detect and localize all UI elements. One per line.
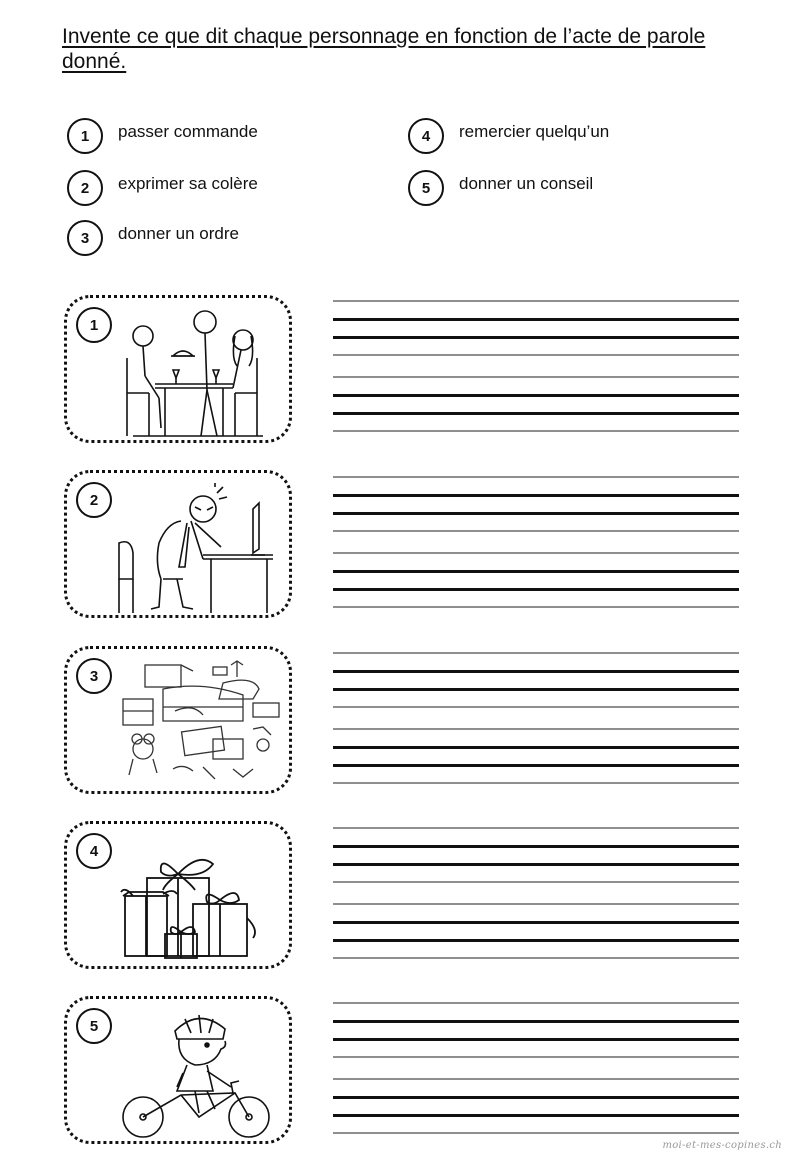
page-title: Invente ce que dit chaque personnage en fonction de l’acte de parole donné.	[62, 25, 706, 73]
site-credit: moi-et-mes-copines.ch	[662, 1140, 782, 1151]
act-label: donner un conseil	[459, 174, 594, 193]
act-item-4	[408, 116, 609, 156]
picture-panel-3	[64, 646, 292, 794]
panel-number-badge: 2	[76, 482, 112, 518]
act-number-badge: 4	[408, 118, 444, 154]
writing-lines-4	[333, 827, 739, 967]
picture-panel-1	[64, 295, 292, 443]
act-label: donner un ordre	[118, 224, 239, 243]
act-number-badge: 2	[67, 170, 103, 206]
panel-number-badge: 3	[76, 658, 112, 694]
panel-number-badge: 4	[76, 833, 112, 869]
picture-panel-4	[64, 821, 292, 969]
restaurant-scene-illustration	[103, 308, 293, 438]
gift-boxes-illustration	[103, 834, 293, 964]
act-item-5	[408, 168, 593, 208]
act-item-3	[67, 218, 239, 258]
act-item-2	[67, 168, 258, 208]
writing-lines-3	[333, 652, 739, 792]
picture-panel-2	[64, 470, 292, 618]
act-number-badge: 3	[67, 220, 103, 256]
act-label: passer commande	[118, 122, 258, 141]
child-on-bike-illustration	[103, 1009, 293, 1139]
writing-lines-2	[333, 476, 739, 616]
writing-lines-1	[333, 300, 739, 440]
act-number-badge: 1	[67, 118, 103, 154]
act-label: remercier quelqu’un	[459, 122, 610, 141]
act-label: exprimer sa colère	[118, 174, 258, 193]
act-item-1	[67, 116, 258, 156]
picture-panel-5	[64, 996, 292, 1144]
panel-number-badge: 5	[76, 1008, 112, 1044]
messy-room-illustration	[103, 659, 293, 789]
angry-man-illustration	[103, 483, 293, 613]
panel-number-badge: 1	[76, 307, 112, 343]
act-number-badge: 5	[408, 170, 444, 206]
writing-lines-5	[333, 1002, 739, 1142]
